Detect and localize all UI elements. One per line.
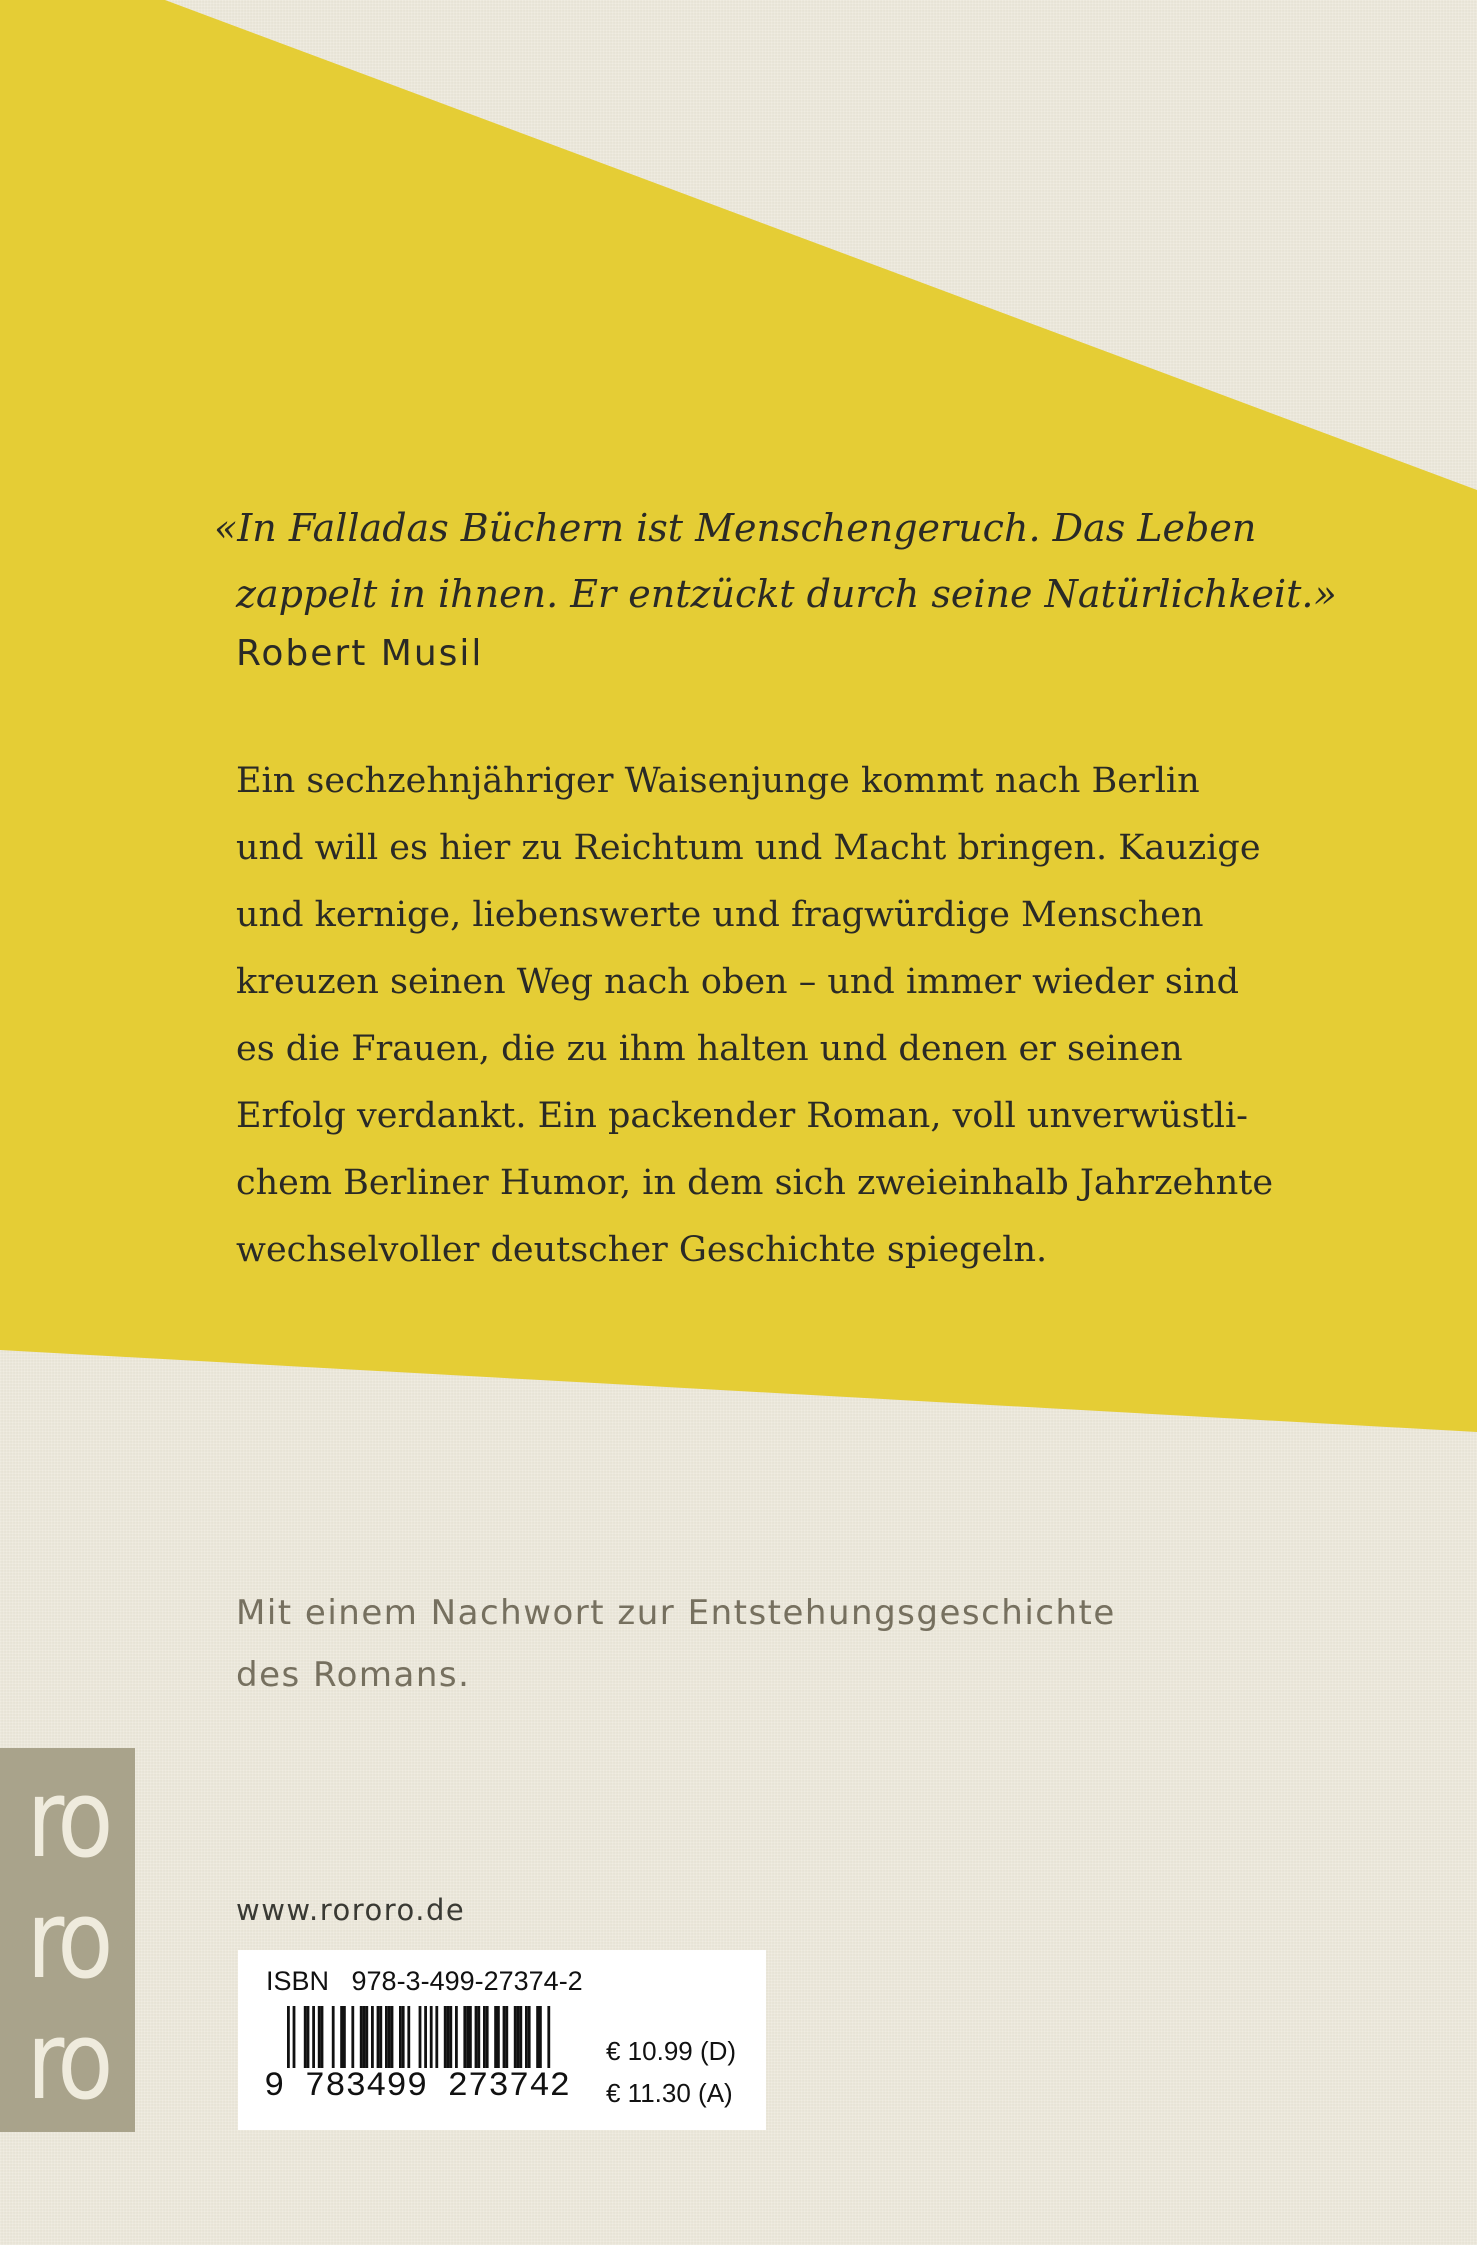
rororo-logo-line: ro bbox=[26, 1999, 109, 2124]
isbn-number: ISBN 978-3-499-27374-2 bbox=[266, 1966, 583, 1996]
blurb-line: Erfolg verdankt. Ein packender Roman, voll unverwüstli- bbox=[236, 1096, 1248, 1136]
quote-line: «In Falladas Büchern ist Menschengeruch. Das Leben bbox=[214, 506, 1257, 550]
blurb-line: chem Berliner Humor, in dem sich zweieinhalb Jahrzehnte bbox=[236, 1163, 1274, 1203]
blurb-line: und will es hier zu Reichtum und Macht bringen. Kauzige bbox=[236, 828, 1261, 868]
barcode-label bbox=[238, 1950, 766, 2130]
rororo-logo-line: ro bbox=[26, 1757, 109, 1882]
quote-line: zappelt in ihnen. Er entzückt durch seine Natürlichkeit.» bbox=[236, 572, 1337, 616]
blurb-text bbox=[236, 748, 1416, 1284]
review-quote bbox=[214, 495, 1364, 627]
afterword-note bbox=[236, 1582, 1436, 1706]
price-austria: € 11.30 (A) bbox=[606, 2078, 733, 2108]
price-germany: € 10.99 (D) bbox=[606, 2036, 737, 2066]
blurb-line: Ein sechzehnjähriger Waisenjunge kommt nach Berlin bbox=[236, 761, 1200, 801]
blurb-line: kreuzen seinen Weg nach oben – und immer wieder sind bbox=[236, 962, 1240, 1002]
quote-author: Robert Musil bbox=[236, 633, 484, 674]
barcode-digits: 9 783499 273742 bbox=[264, 2068, 571, 2106]
website-url[interactable]: www.rororo.de bbox=[236, 1893, 466, 1927]
afterword-line: Mit einem Nachwort zur Entstehungsgeschichte bbox=[236, 1593, 1116, 1633]
rororo-logo-line: ro bbox=[26, 1878, 109, 2003]
afterword-line: des Romans. bbox=[236, 1655, 471, 1695]
blurb-line: wechselvoller deutscher Geschichte spiegeln. bbox=[236, 1230, 1048, 1270]
blurb-line: und kernige, liebenswerte und fragwürdige Menschen bbox=[236, 895, 1204, 935]
rororo-logo bbox=[0, 1748, 135, 2132]
blurb-line: es die Frauen, die zu ihm halten und denen er seinen bbox=[236, 1029, 1183, 1069]
